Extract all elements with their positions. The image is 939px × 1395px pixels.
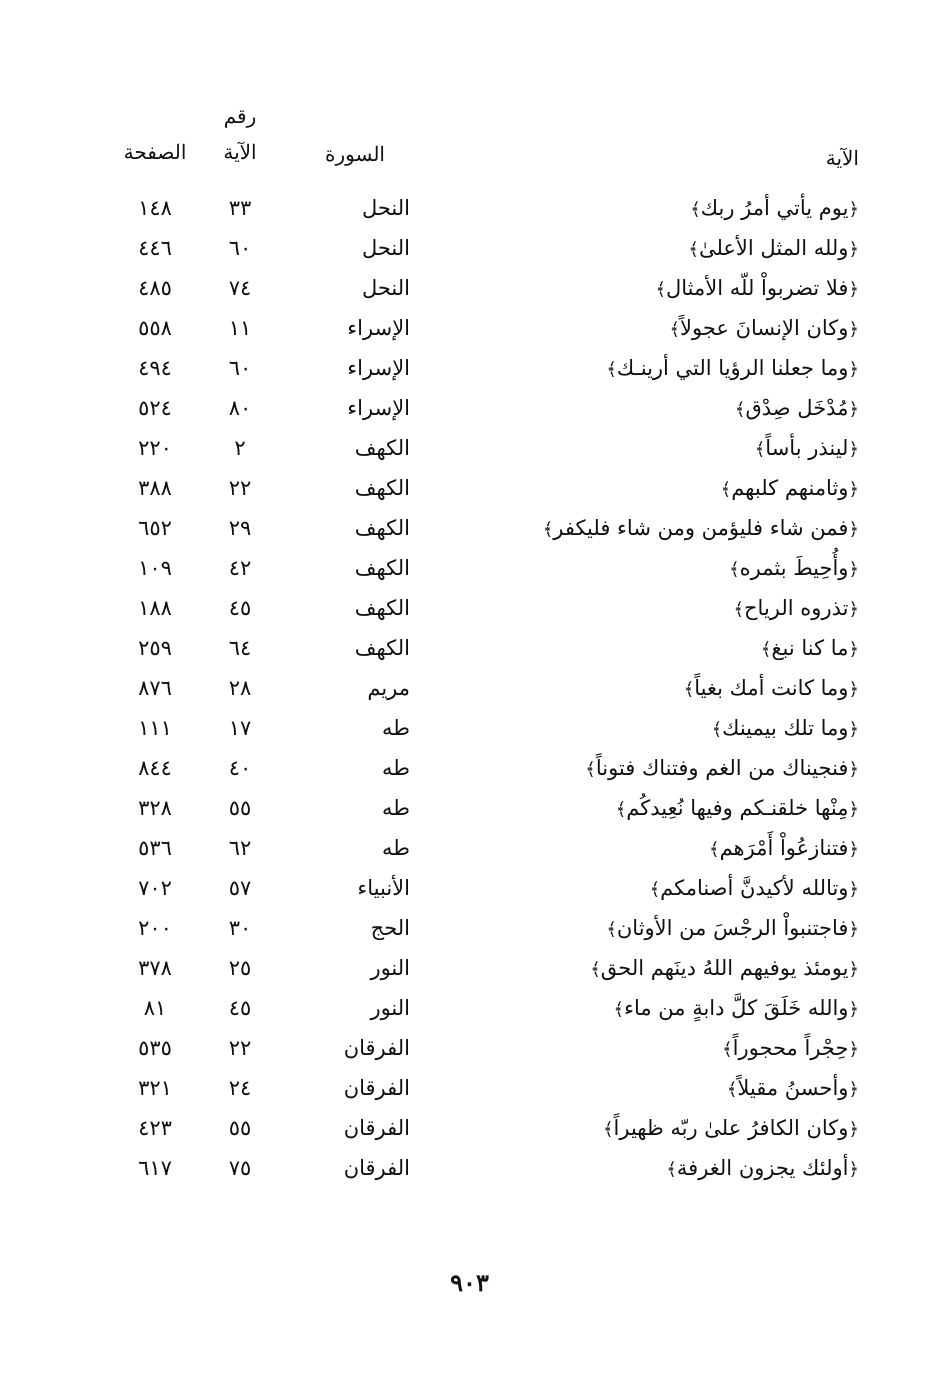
ayah-text — [729, 554, 859, 584]
ayah-text — [709, 834, 859, 864]
table-row — [0, 588, 939, 628]
ayah-text — [712, 714, 859, 744]
ayah-words: تذروه الرياح — [744, 596, 849, 620]
ayah-words: حِجْراً محجوراً — [732, 1036, 849, 1060]
ayah-number: ٨٠ — [228, 396, 252, 420]
open-bracket: ﴿ — [848, 239, 859, 260]
table-row — [0, 628, 939, 668]
table-row — [0, 468, 939, 508]
ayah-text — [684, 674, 859, 704]
ayah-words: فمن شاء فليؤمن ومن شاء فليكفر — [553, 516, 849, 540]
ayah-number: ٤٢ — [228, 556, 252, 580]
ayah-words: يومئذ يوفيهم اللهُ دينَهم الحق — [600, 956, 849, 980]
ayah-words: وأُحِيطَ بثمره — [739, 556, 849, 580]
ayah-words: وكان الإنسانَ عجولاً — [680, 316, 849, 340]
ayah-number: ٤٥ — [228, 596, 252, 620]
ayah-number: ٧٤ — [228, 276, 252, 300]
open-bracket: ﴿ — [848, 1079, 859, 1100]
surah-name: الإسراء — [347, 396, 410, 420]
surah-name: الكهف — [354, 436, 410, 460]
ayah-words: فنجيناك من الغم وفتناك فتوناً — [595, 756, 849, 780]
surah-name: النحل — [361, 196, 410, 220]
table-row — [0, 868, 939, 908]
table-row — [0, 268, 939, 308]
open-bracket: ﴿ — [848, 199, 859, 220]
close-bracket: ﴾ — [720, 479, 732, 500]
table-row — [0, 508, 939, 548]
ayah-text — [690, 194, 859, 224]
close-bracket: ﴾ — [606, 359, 617, 380]
table-row — [0, 428, 939, 468]
page-reference: ١٠٩ — [138, 556, 172, 580]
page-reference: ٥٣٥ — [138, 1036, 172, 1060]
header-surah: السورة — [325, 142, 385, 166]
open-bracket: ﴿ — [848, 759, 859, 780]
table-row — [0, 708, 939, 748]
ayah-number: ٢٢ — [228, 1036, 252, 1060]
ayah-number: ٥٧ — [228, 876, 252, 900]
page-reference: ٤٤٦ — [138, 236, 172, 260]
open-bracket: ﴿ — [848, 639, 859, 660]
table-row — [0, 748, 939, 788]
ayah-words: وما كانت أمك بغياً — [694, 676, 849, 700]
open-bracket: ﴿ — [848, 399, 859, 420]
close-bracket: ﴾ — [733, 599, 744, 620]
close-bracket: ﴾ — [606, 919, 617, 940]
surah-name: الكهف — [354, 516, 410, 540]
page-reference: ٥٢٤ — [138, 396, 172, 420]
page-reference: ٢٢٠ — [138, 436, 172, 460]
table-row — [0, 1108, 939, 1148]
ayah-text — [755, 434, 859, 464]
ayah-number: ٧٥ — [228, 1156, 252, 1180]
ayah-words: وتالله لأكيدنَّ أصنامكم — [660, 876, 849, 900]
table-row — [0, 1028, 939, 1068]
table-row — [0, 1068, 939, 1108]
ayah-number: ٢٨ — [228, 676, 252, 700]
surah-name: الكهف — [354, 636, 410, 660]
ayah-text — [727, 1074, 859, 1104]
surah-name: الفرقان — [343, 1156, 410, 1180]
page-reference: ٣٨٨ — [138, 476, 172, 500]
open-bracket: ﴿ — [848, 879, 859, 900]
table-row — [0, 828, 939, 868]
ayah-number: ٢ — [234, 436, 246, 460]
table-row — [0, 188, 939, 228]
open-bracket: ﴿ — [848, 319, 859, 340]
close-bracket: ﴾ — [655, 279, 667, 300]
close-bracket: ﴾ — [754, 439, 766, 460]
ayah-words: مِنْها خلقنـكم وفيها نُعِيدكُم — [626, 796, 849, 820]
page-reference: ٢٥٩ — [138, 636, 172, 660]
open-bracket: ﴿ — [848, 919, 859, 940]
close-bracket: ﴾ — [688, 239, 699, 260]
surah-name: الأنبياء — [357, 876, 410, 900]
ayah-text — [733, 594, 859, 624]
ayah-number: ٥٥ — [228, 796, 252, 820]
ayah-number: ٦٤ — [228, 636, 252, 660]
page-reference: ٥٣٦ — [138, 836, 172, 860]
surah-name: الحج — [370, 916, 410, 940]
close-bracket: ﴾ — [542, 519, 554, 540]
open-bracket: ﴿ — [848, 439, 859, 460]
surah-name: النحل — [361, 276, 410, 300]
open-bracket: ﴿ — [848, 479, 859, 500]
ayah-words: وثامنهم كلبهم — [731, 476, 849, 500]
ayah-number: ٢٤ — [228, 1076, 252, 1100]
open-bracket: ﴿ — [848, 279, 859, 300]
ayah-text — [761, 634, 859, 664]
surah-name: الفرقان — [343, 1076, 410, 1100]
open-bracket: ﴿ — [848, 599, 859, 620]
page-reference: ٣٧٨ — [138, 956, 172, 980]
open-bracket: ﴿ — [848, 839, 859, 860]
table-row — [0, 308, 939, 348]
ayah-words: أولئك يجزون الغرفة — [676, 1156, 849, 1180]
ayah-words: يوم يأتي أمرُ ربك — [700, 196, 849, 220]
ayah-words: ولله المثل الأعلىٰ — [698, 236, 849, 260]
ayah-number: ٢٥ — [228, 956, 252, 980]
open-bracket: ﴿ — [848, 799, 859, 820]
table-row — [0, 908, 939, 948]
ayah-words: مُدْخَل صِدْق — [745, 396, 849, 420]
ayah-text — [614, 994, 859, 1024]
table-row — [0, 948, 939, 988]
close-bracket: ﴾ — [709, 839, 720, 860]
ayah-text — [688, 234, 859, 264]
page-reference: ١١١ — [138, 716, 172, 740]
page-reference: ٧٠٢ — [138, 876, 172, 900]
table-row — [0, 788, 939, 828]
header-ayah: الآية — [825, 146, 859, 170]
table-row — [0, 548, 939, 588]
table-row — [0, 388, 939, 428]
open-bracket: ﴿ — [848, 1039, 859, 1060]
close-bracket: ﴾ — [585, 759, 596, 780]
ayah-words: وأحسنُ مقيلاً — [737, 1076, 849, 1100]
page-reference: ١٨٨ — [138, 596, 172, 620]
ayah-words: والله خَلَقَ كلَّ دابةٍ من ماء — [624, 996, 849, 1020]
page-reference: ٨٧٦ — [138, 676, 172, 700]
ayah-number: ١٧ — [228, 716, 252, 740]
ayah-text — [655, 274, 859, 304]
close-bracket: ﴾ — [669, 319, 681, 340]
surah-name: الفرقان — [343, 1036, 410, 1060]
close-bracket: ﴾ — [760, 639, 772, 660]
close-bracket: ﴾ — [666, 1159, 677, 1180]
open-bracket: ﴿ — [848, 1159, 859, 1180]
ayah-number: ٤٥ — [228, 996, 252, 1020]
ayah-number: ٣٣ — [228, 196, 252, 220]
surah-name: مريم — [367, 676, 410, 700]
page-reference: ٦٥٢ — [138, 516, 172, 540]
ayah-number: ٢٩ — [228, 516, 252, 540]
ayah-words: لينذر بأساً — [765, 436, 849, 460]
table-row — [0, 988, 939, 1028]
surah-name: النور — [370, 956, 410, 980]
open-bracket: ﴿ — [848, 719, 859, 740]
page-reference: ٢٠٠ — [138, 916, 172, 940]
surah-name: الفرقان — [343, 1116, 410, 1140]
close-bracket: ﴾ — [649, 879, 661, 900]
ayah-text — [650, 874, 859, 904]
surah-name: الإسراء — [347, 356, 410, 380]
ayah-words: فتنازعُواْ أَمْرَهم — [719, 836, 849, 860]
open-bracket: ﴿ — [848, 359, 859, 380]
open-bracket: ﴿ — [848, 959, 859, 980]
ayah-text — [616, 794, 859, 824]
ayah-number: ٦٢ — [228, 836, 252, 860]
ayah-text — [606, 914, 859, 944]
surah-name: طه — [382, 836, 410, 860]
ayah-text — [590, 954, 859, 984]
close-bracket: ﴾ — [683, 679, 695, 700]
header-ayah-number-bottom: الآية — [223, 140, 257, 164]
page-reference: ٨٤٤ — [138, 756, 172, 780]
surah-name: طه — [382, 716, 410, 740]
ayah-text — [603, 1114, 859, 1144]
page-reference: ٤٢٣ — [138, 1116, 172, 1140]
page-number: ٩٠٣ — [450, 1268, 489, 1297]
ayah-number: ١١ — [228, 316, 252, 340]
close-bracket: ﴾ — [603, 1119, 614, 1140]
ayah-number: ٥٥ — [228, 1116, 252, 1140]
table-row — [0, 668, 939, 708]
close-bracket: ﴾ — [613, 999, 625, 1020]
page-reference: ٦١٧ — [138, 1156, 172, 1180]
close-bracket: ﴾ — [726, 1079, 738, 1100]
ayah-text — [669, 314, 859, 344]
page-reference: ٤٨٥ — [138, 276, 172, 300]
page-reference: ٥٥٨ — [138, 316, 172, 340]
ayah-words: ما كنا نبغ — [771, 636, 849, 660]
ayah-words: فلا تضربواْ للّه الأمثال — [666, 276, 849, 300]
ayah-number: ٤٠ — [228, 756, 252, 780]
ayah-number: ٣٠ — [228, 916, 252, 940]
ayah-text — [666, 1154, 859, 1184]
header-ayah-number-top: رقم — [223, 104, 257, 128]
table-row — [0, 1148, 939, 1188]
surah-name: الإسراء — [347, 316, 410, 340]
ayah-number: ٦٠ — [228, 236, 252, 260]
table-row — [0, 348, 939, 388]
open-bracket: ﴿ — [848, 679, 859, 700]
surah-name: النحل — [361, 236, 410, 260]
page-reference: ٣٢١ — [138, 1076, 172, 1100]
close-bracket: ﴾ — [722, 1039, 733, 1060]
open-bracket: ﴿ — [848, 999, 859, 1020]
ayah-words: وما تلك بيمينك — [722, 716, 849, 740]
surah-name: طه — [382, 796, 410, 820]
ayah-number: ٢٢ — [228, 476, 252, 500]
ayah-number: ٦٠ — [228, 356, 252, 380]
ayah-words: وما جعلنا الرؤيا التي أرينـك — [616, 356, 849, 380]
page-reference: ٨١ — [143, 996, 167, 1020]
surah-name: الكهف — [354, 476, 410, 500]
close-bracket: ﴾ — [729, 559, 740, 580]
page-reference: ٣٢٨ — [138, 796, 172, 820]
close-bracket: ﴾ — [690, 199, 701, 220]
surah-name: الكهف — [354, 596, 410, 620]
ayah-text — [543, 514, 859, 544]
ayah-text — [722, 1034, 859, 1064]
surah-name: النور — [370, 996, 410, 1020]
ayah-text — [721, 474, 859, 504]
surah-name: طه — [382, 756, 410, 780]
close-bracket: ﴾ — [615, 799, 627, 820]
open-bracket: ﴿ — [848, 519, 859, 540]
table-body — [0, 188, 939, 1188]
open-bracket: ﴿ — [848, 1119, 859, 1140]
surah-name: الكهف — [354, 556, 410, 580]
ayah-text — [735, 394, 859, 424]
close-bracket: ﴾ — [734, 399, 746, 420]
ayah-words: فاجتنبواْ الرجْسَ من الأوثان — [616, 916, 849, 940]
page-reference: ١٤٨ — [138, 196, 172, 220]
close-bracket: ﴾ — [590, 959, 601, 980]
ayah-text — [606, 354, 859, 384]
open-bracket: ﴿ — [848, 559, 859, 580]
table-header — [0, 100, 939, 175]
close-bracket: ﴾ — [711, 719, 723, 740]
header-page: الصفحة — [123, 140, 187, 164]
ayah-words: وكان الكافرُ علىٰ ربّه ظهيراً — [613, 1116, 849, 1140]
table-row — [0, 228, 939, 268]
page-reference: ٤٩٤ — [138, 356, 172, 380]
ayah-text — [585, 754, 859, 784]
